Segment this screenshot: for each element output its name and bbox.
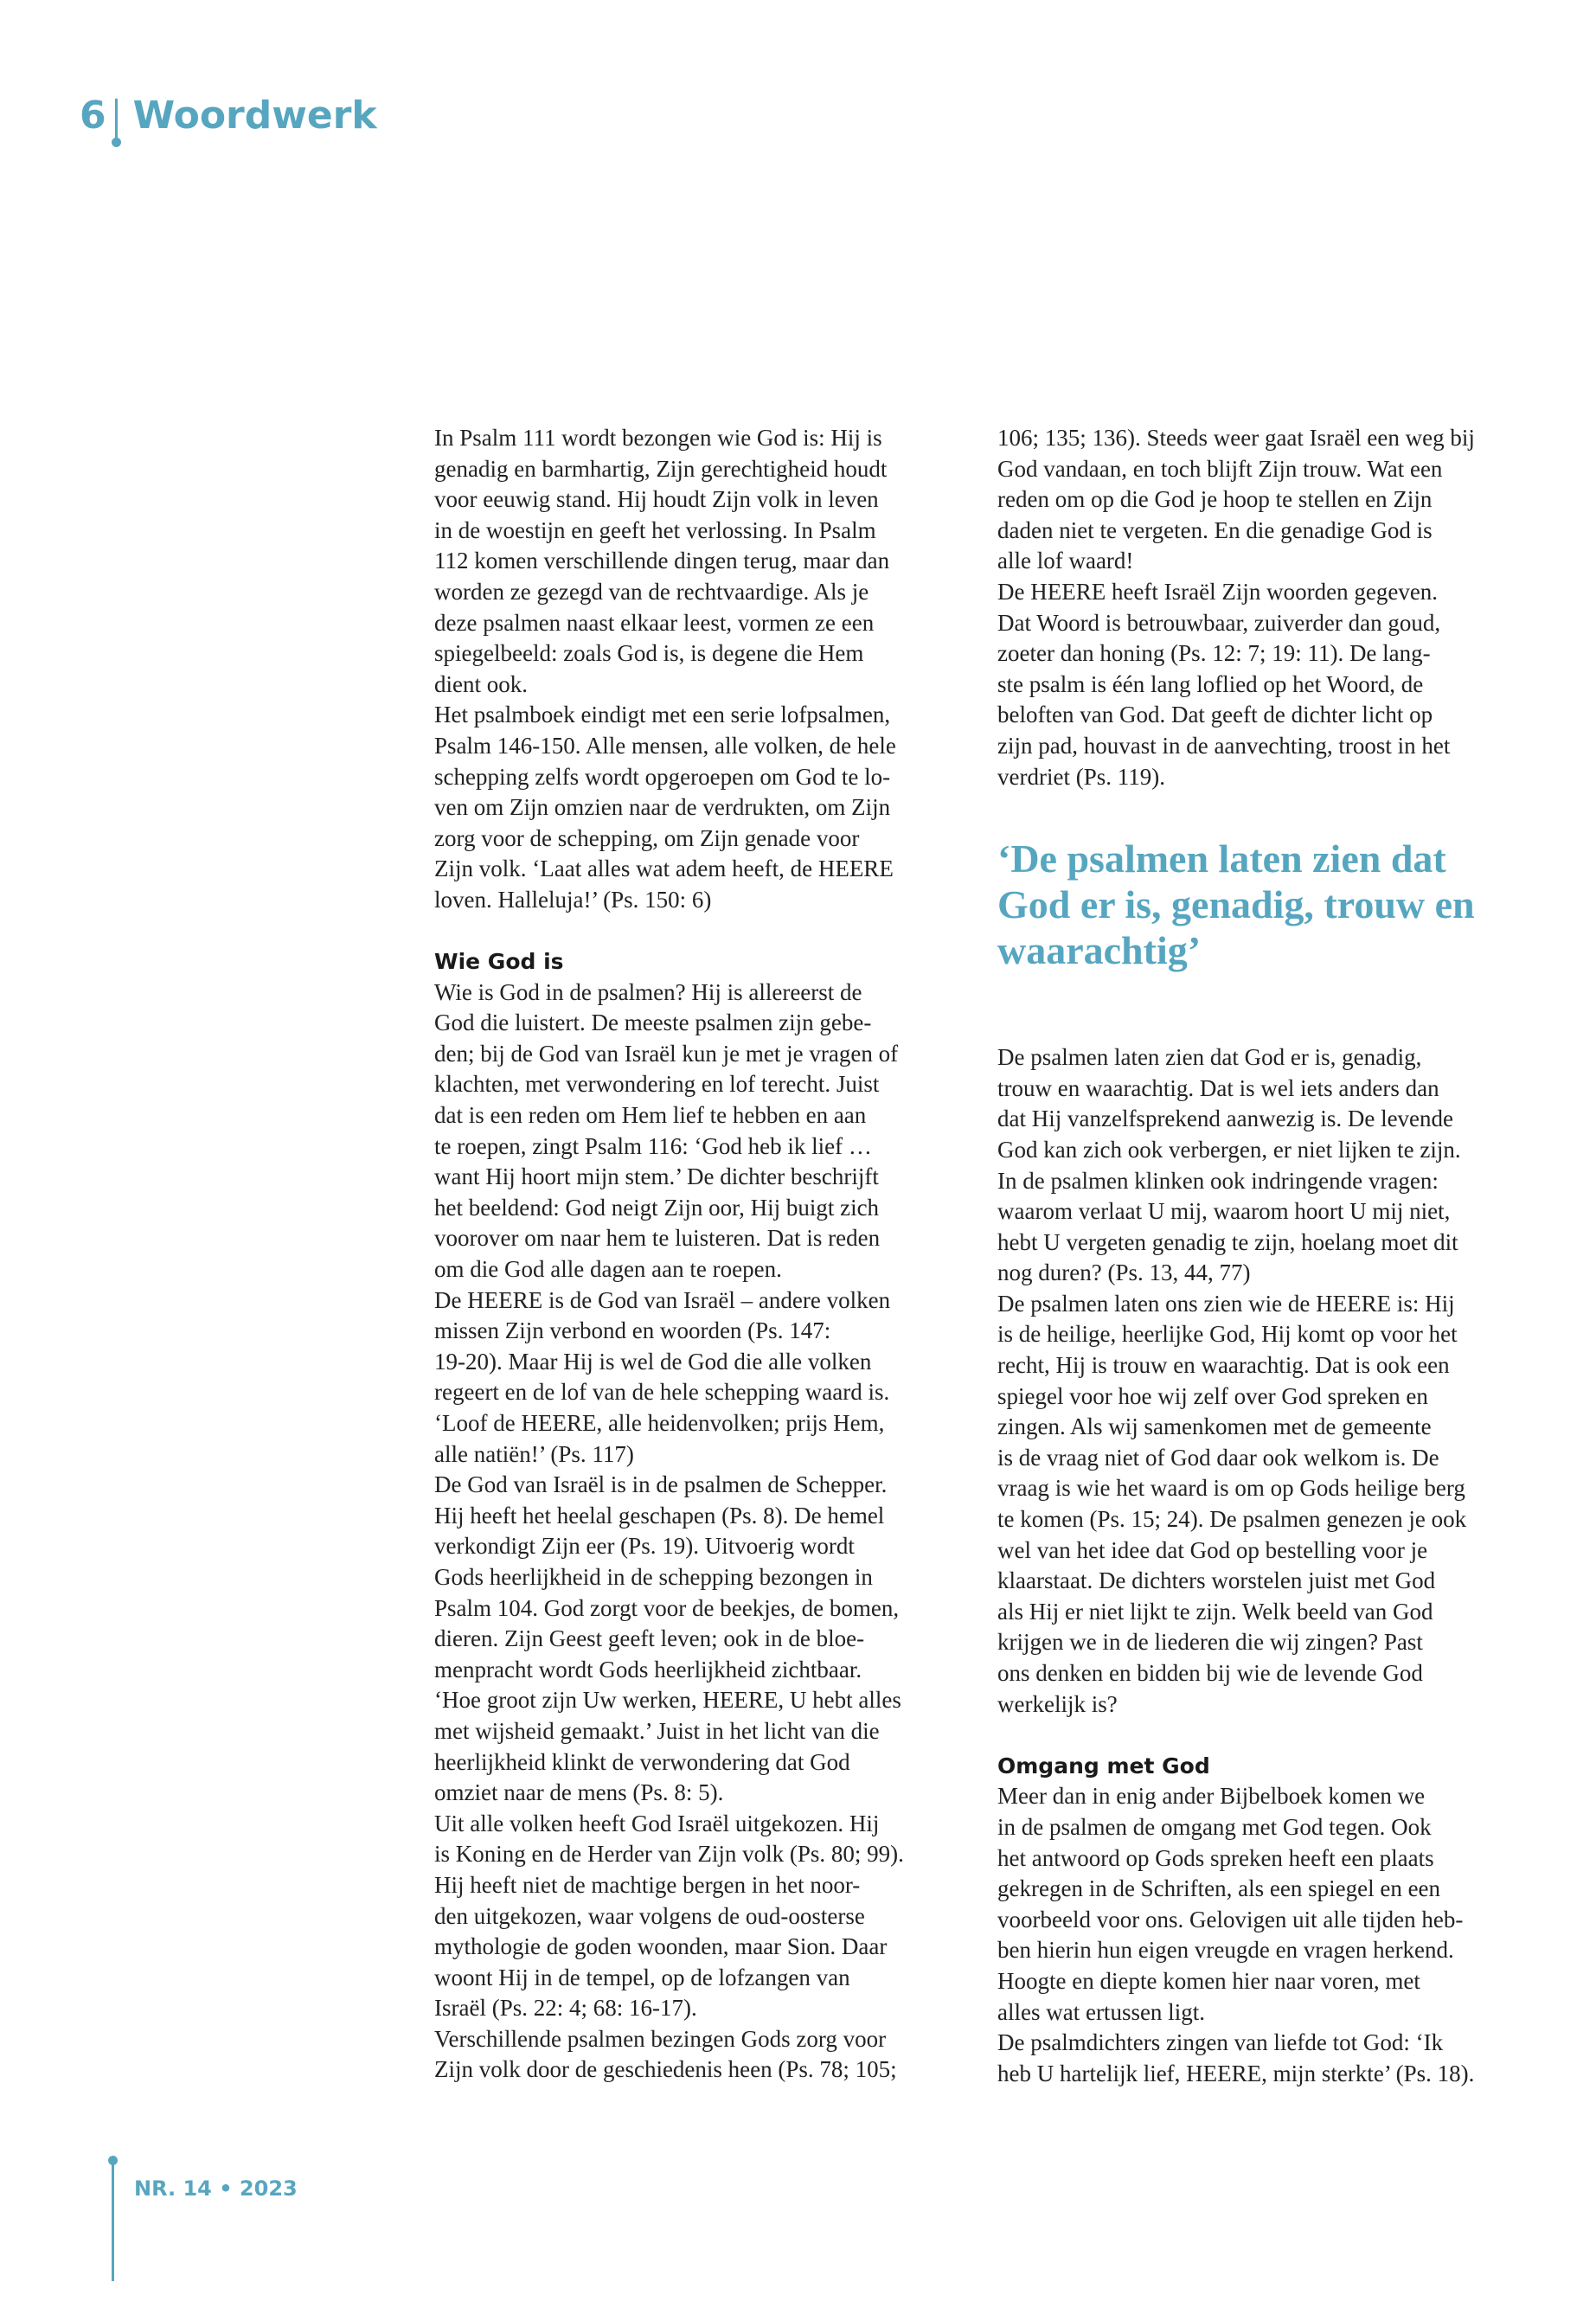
text-line: De HEERE is de God van Israël – andere volken (434, 1286, 891, 1313)
text-line: vraag is wie het waard is om op Gods heilige berg (997, 1475, 1465, 1502)
text-line: loven. Halleluja!’ (Ps. 150: 6) (434, 886, 712, 913)
pull-quote (997, 836, 1534, 973)
section-title: Woordwerk (132, 93, 377, 138)
text-line: Dat Woord is betrouwbaar, zuiverder dan goud, (997, 609, 1441, 636)
text-line: want Hij hoort mijn stem.’ De dichter beschrijft (434, 1163, 879, 1190)
body-paragraphs (434, 977, 971, 2086)
text-line: waarom verlaat U mij, waarom hoort U mij niet, (997, 1198, 1451, 1225)
text-line: God die luistert. De meeste psalmen zijn gebe- (434, 1009, 872, 1036)
text-line: regeert en de lof van de hele schepping waard is. (434, 1379, 890, 1406)
text-line: schepping zelfs wordt opgeroepen om God te lo- (434, 763, 891, 790)
text-line: Wie is God in de psalmen? Hij is allereerst de (434, 978, 862, 1005)
text-line: te roepen, zingt Psalm 116: ‘God heb ik lief … (434, 1132, 872, 1159)
text-line: 106; 135; 136). Steeds weer gaat Israël een weg bij (997, 425, 1475, 451)
text-line: spiegelbeeld: zoals God is, is degene die Hem (434, 640, 864, 667)
text-line: zoeter dan honing (Ps. 12: 7; 19: 11). De lang- (997, 640, 1431, 667)
text-line: ste psalm is één lang loflied op het Woord, de (997, 670, 1424, 697)
text-line: Psalm 146-150. Alle mensen, alle volken, de hele (434, 732, 896, 759)
text-line: werkelijk is? (997, 1690, 1118, 1717)
page-number: 6 (80, 93, 106, 138)
text-line: In de psalmen klinken ook indringende vragen: (997, 1167, 1439, 1194)
text-line: 112 komen verschillende dingen terug, maar dan (434, 548, 890, 574)
text-line: dient ook. (434, 670, 528, 697)
text-line: het antwoord op Gods spreken heeft een plaats (997, 1844, 1434, 1871)
issue-label: NR. 14 • 2023 (134, 2176, 298, 2201)
text-line: alles wat ertussen ligt. (997, 1998, 1205, 2025)
text-line: ‘De psalmen laten zien dat (997, 836, 1446, 881)
intro-paragraphs (997, 423, 1534, 792)
text-line: het beeldend: God neigt Zijn oor, Hij buigt zich (434, 1194, 880, 1221)
text-line: Hoogte en diepte komen hier naar voren, met (997, 1967, 1420, 1994)
text-line: Psalm 104. God zorgt voor de beekjes, de bomen, (434, 1594, 900, 1621)
text-line: verkondigt Zijn eer (Ps. 19). Uitvoerig wordt (434, 1533, 855, 1560)
text-line: in de woestijn en geeft het verlossing. In Psalm (434, 516, 876, 543)
text-line: alle natiën!’ (Ps. 117) (434, 1440, 634, 1467)
closing-paragraphs (997, 1781, 1534, 2089)
intro-paragraphs (434, 423, 971, 916)
text-line: spiegel voor hoe wij zelf over God spreken en (997, 1382, 1428, 1409)
text-line: daden niet te vergeten. En die genadige God is (997, 516, 1433, 543)
text-line: mythologie de goden woonden, maar Sion. Daar (434, 1933, 888, 1960)
spacer (434, 916, 971, 947)
text-line: met wijsheid gemaakt.’ Juist in het licht van die (434, 1717, 880, 1744)
text-line: wel van het idee dat God op bestelling voor je (997, 1536, 1428, 1563)
text-line: reden om op die God je hoop te stellen en Zijn (997, 486, 1433, 513)
text-line: als Hij er niet lijkt te zijn. Welk beeld van God (997, 1598, 1433, 1625)
subheading-omgang-met-god: Omgang met God (997, 1753, 1210, 1779)
text-line: heb U hartelijk lief, HEERE, mijn sterkte’ (Ps. 18). (997, 2060, 1475, 2086)
text-line: genadig en barmhartig, Zijn gerechtigheid houdt (434, 455, 888, 482)
text-line: menpracht wordt Gods heerlijkheid zichtbaar. (434, 1656, 862, 1682)
text-line: zorg voor de schepping, om Zijn genade voor (434, 824, 860, 851)
text-line: den uitgekozen, waar volgens de oud-oosterse (434, 1902, 865, 1929)
text-line: God kan zich ook verbergen, er niet lijken te zijn. (997, 1136, 1461, 1163)
text-line: De God van Israël is in de psalmen de Schepper. (434, 1471, 888, 1498)
footer-pin-line-icon (112, 2160, 114, 2281)
text-line: is Koning en de Herder van Zijn volk (Ps. 80; 99). (434, 1841, 904, 1868)
text-line: zingen. Als wij samenkomen met de gemeente (997, 1413, 1432, 1440)
text-line: Hij heeft het heelal geschapen (Ps. 8). De hemel (434, 1502, 885, 1529)
text-line: voor eeuwig stand. Hij houdt Zijn volk in leven (434, 486, 879, 513)
text-line: trouw en waarachtig. Dat is wel iets anders dan (997, 1074, 1439, 1101)
text-line: alle lof waard! (997, 548, 1134, 574)
text-line: te komen (Ps. 15; 24). De psalmen genezen je ook (997, 1506, 1467, 1533)
subheading-wie-god-is: Wie God is (434, 949, 564, 975)
text-line: is de vraag niet of God daar ook welkom is. De (997, 1444, 1439, 1471)
text-line: hebt U vergeten genadig te zijn, hoelang moet dit (997, 1228, 1458, 1255)
text-line: den; bij de God van Israël kun je met je vragen of (434, 1040, 899, 1067)
text-line: Gods heerlijkheid in de schepping bezongen in (434, 1563, 873, 1590)
text-line: klachten, met verwondering en lof terecht. Juist (434, 1071, 880, 1098)
text-line: Zijn volk door de geschiedenis heen (Ps. 78; 105; (434, 2056, 897, 2083)
text-line: Verschillende psalmen bezingen Gods zorg voor (434, 2025, 887, 2052)
left-column (434, 423, 971, 2086)
text-line: 19-20). Maar Hij is wel de God die alle volken (434, 1348, 872, 1375)
text-line: heerlijkheid klinkt de verwondering dat God (434, 1748, 850, 1775)
text-line: waarachtig’ (997, 928, 1202, 973)
text-line: dieren. Zijn Geest geeft leven; ook in de bloe- (434, 1625, 865, 1652)
text-line: De psalmdichters zingen van liefde tot God: ‘Ik (997, 2029, 1444, 2056)
text-line: De psalmen laten ons zien wie de HEERE is: Hij (997, 1290, 1455, 1317)
text-line: verdriet (Ps. 119). (997, 763, 1165, 790)
text-line: voorover om naar hem te luisteren. Dat is reden (434, 1225, 881, 1252)
page-header (80, 93, 377, 142)
text-line: ben hierin hun eigen vreugde en vragen herkend. (997, 1937, 1454, 1964)
text-line: Hij heeft niet de machtige bergen in het noor- (434, 1871, 861, 1898)
text-line: Meer dan in enig ander Bijbelboek komen we (997, 1783, 1426, 1810)
text-line: In Psalm 111 wordt bezongen wie God is: Hij is (434, 425, 882, 451)
text-line: is de heilige, heerlijke God, Hij komt op voor het (997, 1321, 1458, 1348)
right-column (997, 423, 1534, 2089)
text-line: gekregen in de Schriften, als een spiegel en een (997, 1875, 1441, 1902)
text-line: in de psalmen de omgang met God tegen. Ook (997, 1813, 1432, 1840)
text-line: ‘Hoe groot zijn Uw werken, HEERE, U hebt alles (434, 1687, 901, 1714)
text-line: om die God alle dagen aan te roepen. (434, 1256, 782, 1283)
text-line: deze psalmen naast elkaar leest, vormen ze een (434, 609, 875, 636)
divider-pin-icon (115, 99, 118, 142)
text-line: De HEERE heeft Israël Zijn woorden gegeven. (997, 578, 1439, 605)
text-line: Israël (Ps. 22: 4; 68: 16-17). (434, 1995, 697, 2022)
text-line: beloften van God. Dat geeft de dichter licht op (997, 702, 1433, 728)
text-line: worden ze gezegd van de rechtvaardige. Als je (434, 578, 869, 605)
text-line: God er is, genadig, trouw en (997, 882, 1475, 927)
text-line: voorbeeld voor ons. Gelovigen uit alle tijden heb- (997, 1906, 1464, 1932)
text-line: ons denken en bidden bij wie de levende God (997, 1660, 1423, 1686)
text-line: klaarstaat. De dichters worstelen juist met God (997, 1567, 1436, 1594)
text-line: dat Hij vanzelfsprekend aanwezig is. De levende (997, 1106, 1454, 1132)
text-line: ‘Loof de HEERE, alle heidenvolken; prijs Hem, (434, 1410, 885, 1436)
text-line: Uit alle volken heeft God Israël uitgekozen. Hij (434, 1810, 880, 1836)
text-line: nog duren? (Ps. 13, 44, 77) (997, 1259, 1251, 1286)
text-line: Zijn volk. ‘Laat alles wat adem heeft, de HEERE (434, 856, 894, 882)
text-line: woont Hij in de tempel, op de lofzangen van (434, 1964, 850, 1990)
text-line: ven om Zijn omzien naar de verdrukten, om Zijn (434, 794, 891, 821)
text-line: De psalmen laten zien dat God er is, genadig, (997, 1044, 1422, 1071)
text-line: God vandaan, en toch blijft Zijn trouw. Wat een (997, 455, 1443, 482)
text-line: recht, Hij is trouw en waarachtig. Dat is ook een (997, 1352, 1450, 1379)
spacer (997, 1720, 1534, 1751)
text-line: zijn pad, houvast in de aanvechting, troost in het (997, 732, 1451, 759)
text-line: missen Zijn verbond en woorden (Ps. 147: (434, 1317, 831, 1344)
text-line: dat is een reden om Hem lief te hebben en aan (434, 1102, 867, 1129)
text-line: krijgen we in de liederen die wij zingen? Past (997, 1629, 1423, 1656)
text-line: Het psalmboek eindigt met een serie lofpsalmen, (434, 702, 891, 728)
body-paragraphs (997, 1042, 1534, 1720)
text-line: omziet naar de mens (Ps. 8: 5). (434, 1779, 724, 1806)
